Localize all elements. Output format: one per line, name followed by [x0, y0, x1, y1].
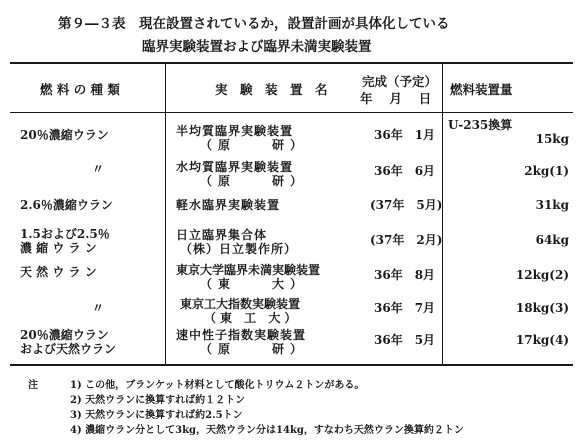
- row7-fuel: 20％濃縮ウラン: [20, 328, 109, 342]
- row2-device: 水均質臨界実験装置: [176, 160, 294, 174]
- header-bottom-rule: [10, 112, 573, 113]
- column-divider: [442, 64, 443, 364]
- column-divider: [165, 64, 166, 364]
- row5-date: 36年 8月: [374, 268, 436, 282]
- row7-fuel-line2: および天然ウラン: [20, 342, 117, 356]
- table-top-rule: [10, 62, 573, 64]
- row6-fuel: 〃: [92, 301, 105, 315]
- table-title-line1: 第９―３表 現在設置されているか，設置計画が具体化している: [58, 16, 450, 32]
- row6-device: 東京工大指数実験装置: [180, 297, 301, 311]
- header-completion-line2: 年 月 日: [360, 91, 432, 106]
- row4-amount: 64kg: [535, 233, 569, 247]
- row3-device: 軽水臨界実験装置: [176, 198, 281, 212]
- notes-label: 注: [28, 380, 38, 391]
- row3-date: (37年 5月): [370, 198, 443, 212]
- row3-fuel: 2.6％濃縮ウラン: [20, 198, 113, 212]
- row6-date: 36年 7月: [374, 301, 436, 315]
- row2-affiliation: （原 研）: [200, 174, 309, 188]
- row4-device: 日立臨界集合体: [176, 228, 268, 242]
- table-title-line2: 臨界実験装置および臨界未満実験装置: [142, 39, 372, 55]
- row2-date: 36年 6月: [374, 164, 436, 178]
- row1-amount: 15kg: [535, 132, 569, 146]
- row5-affiliation: （東 大）: [200, 277, 309, 291]
- note-4: 4) 濃縮ウラン分として3kg，天然ウラン分は14kg，すなわち天然ウラン換算約２トン: [70, 425, 464, 436]
- row1-affiliation: （原 研）: [200, 138, 309, 152]
- header-fuel-amount: 燃料装置量: [450, 82, 513, 97]
- note-3: 3) 天然ウランに換算すれば約2.5トン: [70, 410, 243, 421]
- row5-device: 東京大学臨界未満実験装置: [176, 263, 321, 277]
- row1-date: 36年 1月: [374, 128, 436, 142]
- row2-amount: 2kg(1): [524, 164, 569, 178]
- row7-device: 速中性子指数実験装置: [176, 328, 307, 342]
- table-bottom-rule: [10, 364, 573, 366]
- note-1: 1) この他，ブランケット材料として酸化トリウム２トンがある。: [70, 380, 365, 391]
- row4-affiliation: （株）日立製作所）: [180, 242, 298, 256]
- row2-fuel: 〃: [92, 162, 105, 176]
- row5-fuel: 天 然 ウ ラ ン: [20, 265, 97, 279]
- note-2: 2) 天然ウランに換算すれば約１２トン: [70, 395, 246, 406]
- header-completion-line1: 完成（予定）: [362, 74, 438, 89]
- row1-fuel: 20％濃縮ウラン: [20, 128, 109, 142]
- row7-date: 36年 5月: [374, 333, 436, 347]
- row1-device: 半均質臨界実験装置: [176, 124, 294, 138]
- row5-amount: 12kg(2): [515, 268, 569, 282]
- row4-fuel: 1.5および2.5％: [20, 227, 110, 241]
- row4-fuel-line2: 濃 縮 ウ ラ ン: [20, 241, 97, 255]
- header-device-name: 実 験 装 置 名: [215, 82, 328, 97]
- row4-date: (37年 2月): [370, 233, 443, 247]
- row1-amount-note: U-235換算: [448, 118, 513, 132]
- header-fuel-type: 燃 料 の 種 類: [40, 82, 120, 97]
- row7-affiliation: （原 研）: [200, 342, 309, 356]
- row6-amount: 18kg(3): [515, 301, 569, 315]
- row3-amount: 31kg: [535, 198, 569, 212]
- row6-affiliation: （東 工 大）: [204, 311, 301, 325]
- row7-amount: 17kg(4): [515, 333, 569, 347]
